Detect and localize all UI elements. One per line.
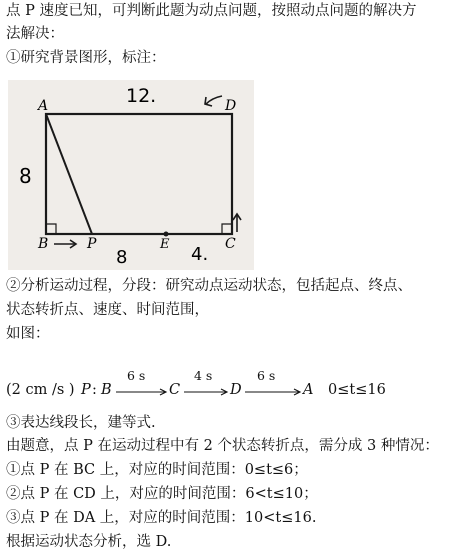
vertex-label-d: D: [225, 98, 237, 114]
analysis-text: 由题意，点 P 在运动过程中有 2 个状态转折点，需分成 3 种情况：: [6, 438, 439, 454]
point-b-label: B: [101, 382, 112, 398]
time-segment-3: 6 s: [257, 368, 276, 383]
handwritten-8-bottom: 8: [116, 247, 128, 268]
case-3-text: ③点 P 在 DA 上，对应的时间范围：10<t≤16.: [6, 510, 317, 526]
case-1-text: ①点 P 在 BC 上，对应的时间范围：0≤t≤6；: [6, 462, 308, 478]
time-segment-1: 6 s: [127, 368, 146, 383]
vertex-label-a: A: [38, 98, 49, 114]
step-2-line-1: ②分析运动过程，分段：研究动点运动状态，包括起点、终点、: [6, 278, 412, 294]
handwritten-4: 4.: [191, 244, 209, 265]
sequence-p-label: P: [81, 382, 91, 398]
speed-label: (2 cm /s ): [6, 382, 75, 398]
sequence-colon: :: [92, 382, 97, 398]
geometry-figure-photo: [8, 80, 254, 270]
time-segment-2: 4 s: [194, 368, 213, 383]
vertex-label-p: P: [87, 236, 97, 252]
case-2-text: ②点 P 在 CD 上，对应的时间范围：6<t≤10；: [6, 486, 318, 502]
point-d-label: D: [230, 382, 242, 398]
point-a-label: A: [303, 382, 314, 398]
vertex-label-b: B: [38, 236, 49, 252]
point-c-label: C: [169, 382, 181, 398]
vertex-label-c: C: [225, 236, 236, 252]
rectangle-abcd: [46, 114, 232, 234]
segment-ap: [46, 114, 92, 234]
point-e: [164, 232, 169, 237]
handwritten-12: 12.: [126, 85, 157, 107]
step-2-line-2: 状态转折点、速度、时间范围，: [6, 302, 209, 318]
step-1-text: ①研究背景图形，标注：: [6, 50, 166, 66]
sequence-arrows: [6, 372, 466, 406]
conclusion-text: 根据运动状态分析，选 D.: [6, 534, 172, 550]
rectangle-diagram: [8, 80, 254, 270]
handwritten-8-left: 8: [19, 164, 32, 188]
time-range-label: 0≤t≤16: [328, 382, 386, 398]
intro-line-1: 点 P 速度已知，可判断此题为动点问题，按照动点问题的解决方: [6, 3, 417, 19]
intro-line-2: 法解决：: [6, 26, 64, 42]
vertex-label-e: E: [160, 237, 170, 252]
arrow-d-shaft: [206, 96, 222, 104]
step-2-line-3: 如图：: [6, 326, 50, 342]
motion-sequence: [6, 368, 466, 406]
right-angle-c: [222, 224, 232, 234]
right-angle-b: [46, 224, 56, 234]
step-3-text: ③表达线段长，建等式.: [6, 415, 156, 431]
